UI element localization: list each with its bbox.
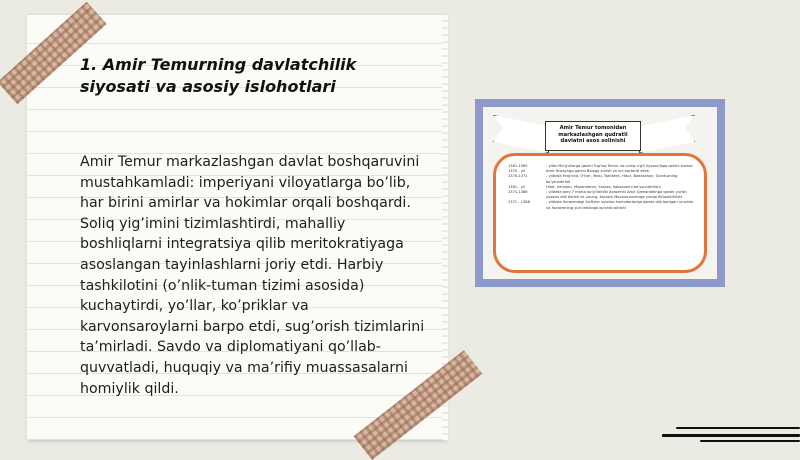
timeline-banner: Amir Temur tomonidan markazlashgan qudratli davlatni asos solinishi — [545, 121, 641, 151]
timeline-row — [508, 174, 696, 184]
timeline-year: 1371 - 1388 — [508, 200, 530, 205]
timeline-year: 1370 - yil — [508, 169, 525, 174]
decorative-stroke — [700, 440, 800, 442]
timeline-text: Hirot, Seriston, Mozandaron, Saraxs, Sabzavorni bo'ysundirilishi — [546, 184, 661, 189]
timeline-text: Amir Husaynga qarshi Balxga yurish va uni bartaraf etish — [546, 169, 650, 174]
timeline-row — [508, 200, 696, 210]
timeline-year: 1381 - yil — [508, 184, 525, 189]
timeline-text: - yillarda Farg'ona, O'tror, Yassi, Toshkent, Hisor, Badaxshon, Qunduzning bo'ysundirildi — [546, 174, 678, 184]
timeline-text: - yillar Mo'g'ullarga qarshi Tug'luq Temur va uning o'g'li Ilyosxo'jaga qarshi kurash — [546, 164, 693, 168]
timeline-row — [508, 190, 696, 200]
banner-ribbon-left — [493, 115, 549, 153]
timeline-text: - yillarda jami 7 marta bo'g'ildirilib Xorazmni Amir Qamariddinga qarshi yurish yuzalar olib borish va unung, Xorazm Movarounnahrga yunga Birlashtirilishi — [546, 190, 687, 200]
decorative-stroke — [662, 434, 800, 437]
timeline-text: - yillarda Xorazmdagi So'fiylar sulolasi hukmdorlariga qarshi olib borilgan urushlar va Xorazmning yuri tarkibiga qo'shib olinishi — [546, 200, 694, 210]
slide-title: 1. Amir Temurning davlatchilik siyosati va asosiy islohotlari — [80, 55, 357, 96]
slide-body-text: Amir Temur markazlashgan davlat boshqaruvini mustahkamladi: imperiyani viloyatlarga bo’lib, har birini amirlar va hokimlar orqali boshqardi. Soliq yig’imini tizimlashtirdi, mahalliy boshliqlarni integratsiya qilib meritokratiyaga asoslangan tayinlashlarni joriy etdi. Harbiy tashkilotini (o’nlik-tuman tizimi asosida) kuchaytirdi, yo’llar, ko’priklar va karvonsaroylarni barpo etdi, sug’orish tizimlarini ta’mirladi. Savdo va diplomatiyani qo’llab-quvvatladi, huquqiy va ma’rifiy muassasalarni homiylik qildi. — [80, 154, 425, 397]
timeline-year: 1361-1365 — [508, 164, 528, 168]
timeline-figure-inner — [483, 107, 717, 279]
timeline-year: 1371-1388 — [508, 190, 528, 195]
timeline-box — [493, 153, 707, 273]
timeline-year: 1370-1371 — [508, 174, 528, 179]
banner-ribbon-right — [639, 115, 695, 153]
timeline-figure — [475, 99, 725, 287]
decorative-stroke — [676, 427, 800, 429]
